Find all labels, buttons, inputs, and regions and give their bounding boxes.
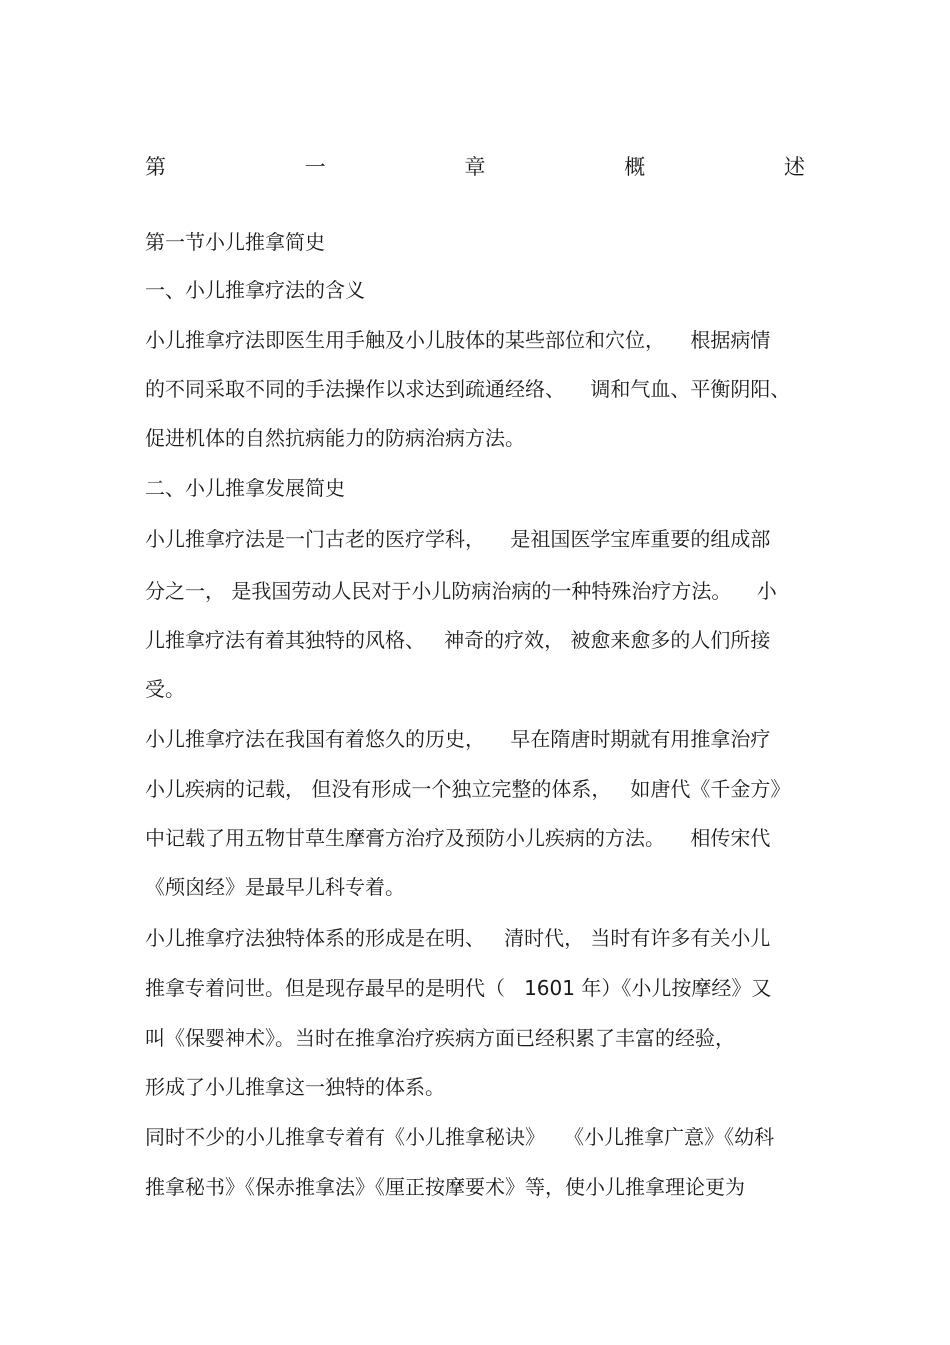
paragraph-line: 小儿推拿疗法是一门古老的医疗学科， 是祖国医学宝库重要的组成部 — [145, 527, 771, 551]
paragraph-line: 《颅囟经》是最早儿科专着。 — [145, 875, 405, 899]
chapter-title-char: 概 — [624, 155, 646, 179]
paragraph-line: 小儿推拿疗法独特体系的形成是在明、 清时代， 当时有许多有关小儿 — [145, 926, 771, 950]
paragraph-line: 同时不少的小儿推拿专着有《小儿推拿秘诀》 《小儿推拿广意》《幼科 — [145, 1125, 775, 1149]
paragraph-line: 推拿秘书》《保赤推拿法》《厘正按摩要术》等，使小儿推拿理论更为 — [145, 1175, 745, 1199]
paragraph-line: 分之一， 是我国劳动人民对于小儿防病治病的一种特殊治疗方法。 小 — [145, 579, 777, 603]
paragraph-line: 小儿推拿疗法即医生用手触及小儿肢体的某些部位和穴位， 根据病情 — [145, 328, 771, 352]
paragraph-line: 小儿推拿疗法在我国有着悠久的历史， 早在隋唐时期就有用推拿治疗 — [145, 727, 771, 751]
subsection-heading: 二、小儿推拿发展简史 — [145, 476, 345, 500]
paragraph-line: 推拿专着问世。但是现存最早的是明代（ 1601 年）《小儿按摩经》又 — [145, 976, 772, 1000]
paragraph-line: 小儿疾病的记载， 但没有形成一个独立完整的体系， 如唐代《千金方》 — [145, 777, 791, 801]
paragraph-line: 叫《保婴神术》。当时在推拿治疗疾病方面已经积累了丰富的经验， — [145, 1026, 735, 1050]
chapter-title-char: 一 — [304, 155, 326, 179]
subsection-heading: 一、小儿推拿疗法的含义 — [145, 278, 365, 302]
chapter-title-char: 述 — [784, 155, 805, 179]
chapter-title-char: 章 — [464, 155, 486, 179]
paragraph-line: 受。 — [145, 677, 185, 701]
chapter-title-char: 第 — [145, 155, 166, 179]
chapter-title — [145, 153, 805, 181]
paragraph-line: 中记载了用五物甘草生摩膏方治疗及预防小儿疾病的方法。 相传宋代 — [145, 826, 771, 850]
paragraph-line: 形成了小儿推拿这一独特的体系。 — [145, 1075, 445, 1099]
paragraph-line: 促进机体的自然抗病能力的防病治病方法。 — [145, 426, 525, 450]
paragraph-line: 的不同采取不同的手法操作以求达到疏通经络、 调和气血、平衡阴阳、 — [145, 377, 791, 401]
paragraph-line: 儿推拿疗法有着其独特的风格、 神奇的疗效， 被愈来愈多的人们所接 — [145, 628, 771, 652]
section-heading: 第一节小儿推拿简史 — [145, 230, 325, 254]
